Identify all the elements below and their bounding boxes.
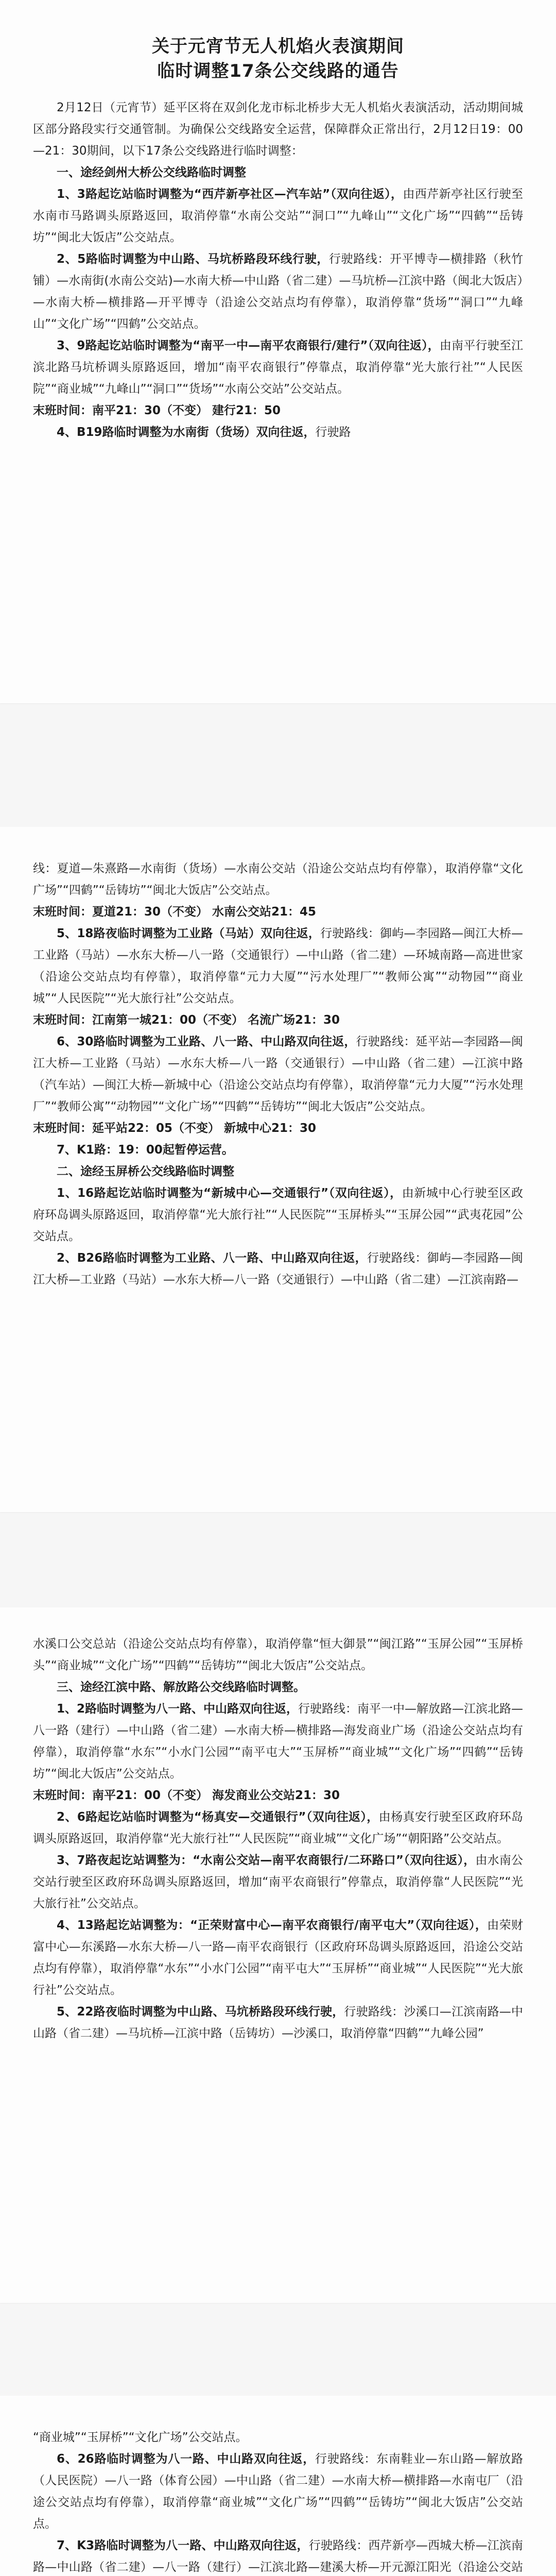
- paragraph-lead: 末班时间：南平21：30（不变） 建行21：50: [33, 404, 281, 417]
- notice-paragraph: [33, 2427, 523, 2448]
- paragraph-lead: 7、K3路临时调整为八一路、中山路双向往返，: [57, 2539, 309, 2552]
- document-page-1: [0, 0, 556, 703]
- paragraph-lead: 末班时间：南平21：00（不变） 海发商业公交站21：30: [33, 1789, 340, 1802]
- document-page-3: [0, 1607, 556, 2303]
- paragraph-lead: 末班时间：夏道21：30（不变） 水南公交站21：45: [33, 905, 317, 919]
- paragraph-text: 由西芹新亭社区行驶至水南市马路调头原路返回，取消停靠“水南公交站”“洞口”“九峰山”“文化广场”“四鹤”“岳铸坊”“闽北大饭店”公交站点。: [33, 188, 523, 244]
- paragraph-lead: 1、3路起讫站临时调整为“西芹新亭社区—汽车站”（双向往返），: [57, 188, 403, 201]
- paragraph-lead: 4、B19路临时调整为水南街（货场）双向往返，: [57, 426, 316, 439]
- section-heading: 三、途经江滨中路、解放路公交线路临时调整。: [57, 1681, 305, 1694]
- notice-paragraph: [33, 183, 523, 248]
- notice-paragraph: [33, 1117, 523, 1139]
- paragraph-text: 行驶路线：御屿—李园路—闽江大桥—工业路（马站）—水东大桥—八一路（交通银行）—中山路（省二建）—环城南路—高进世家（沿途公交站点均有停靠），取消停靠“元力大厦”“污水处理厂”“教师公寓”“动物园”“商业城”“人民医院”“光大旅行社”公交站点。: [33, 927, 524, 1005]
- notice-paragraph: [33, 1139, 523, 1161]
- paragraph-lead: 7、K1路：19：00起暂停运营。: [57, 1143, 234, 1157]
- paragraph-lead: 4、13路起讫站调整为：“正荣财富中心—南平农商银行/南平屯大”（双向往返），: [57, 1919, 488, 1932]
- notice-paragraph: [33, 858, 523, 901]
- notice-paragraph: [33, 400, 523, 421]
- document-page-2: [0, 827, 556, 1512]
- paragraph-lead: 6、26路临时调整为八一路、中山路双向往返，: [57, 2452, 316, 2466]
- paragraph-text: 由杨真安行驶至区政府环岛调头原路返回，取消停靠“光大旅行社”“人民医院”“商业城”“文化广场”“朝阳路”公交站点。: [33, 1810, 524, 1845]
- document-title: [33, 34, 523, 83]
- paragraph-lead: 末班时间：延平站22：05（不变） 新城中心21：30: [33, 1122, 317, 1135]
- notice-paragraph: [33, 1806, 523, 1850]
- notice-paragraph: [33, 248, 523, 335]
- notice-paragraph: [33, 901, 523, 923]
- paragraph-lead: 1、2路临时调整为八一路、中山路双向往返，: [57, 1702, 299, 1716]
- page-4-content: [33, 2427, 523, 2576]
- notice-paragraph: [33, 1914, 523, 2001]
- paragraph-text: 行驶路线：开平博寺—横排路（秋竹铺）—水南街(水南公交站)—水南大桥—中山路（省二建）—马坑桥—江滨中路（闽北大饭店）—水南大桥—横排路—开平博寺（沿途公交站点均有停靠），取消停靠“货场”“洞口”“九峰山”“文化广场”“四鹤”公交站点。: [33, 252, 523, 331]
- paragraph-text: 由荣财富中心—东溪路—水东大桥—八一路—南平农商银行（区政府环岛调头原路返回，沿途公交站点均有停靠），取消停靠“水东”“小水门公园”“南平屯大”“玉屏桥”“商业城”“人民医院”“光大旅行社”公交站点。: [33, 1919, 523, 1997]
- paragraph-text: 行驶路线：西芹新亭—西城大桥—江滨南路—中山路（省二建）—八一路（建行）—江滨北路—建溪大桥—开元源江阳光（沿途公交站: [33, 2539, 523, 2574]
- paragraph-lead: 2、B26路临时调整为工业路、八一路、中山路双向往返，: [57, 1251, 367, 1265]
- notice-paragraph: [33, 1182, 523, 1247]
- paragraph-text: “商业城”“玉屏桥”“文化广场”公交站点。: [33, 2431, 248, 2444]
- paragraph-text: 由新城中心行驶至区政府环岛调头原路返回，取消停靠“光大旅行社”“人民医院”“玉屏桥头”“玉屏公园”“武夷花园”公交站点。: [33, 1187, 524, 1243]
- notice-paragraph: [33, 1633, 523, 1676]
- paragraph-text: 由南平行驶至江滨北路马坑桥调头原路返回，增加“南平农商银行”停靠点，取消停靠“光大旅行社”“人民医院”“商业城”“九峰山”“洞口”“货场”“水南公交站”公交站点。: [33, 339, 523, 396]
- section-heading: 二、途经玉屏桥公交线路临时调整: [57, 1165, 234, 1178]
- title-line-2: 临时调整17条公交线路的通告: [157, 61, 399, 81]
- notice-paragraph: [33, 1031, 523, 1117]
- document-page-4: [0, 2396, 556, 2576]
- paragraph-text: 行驶路线：御屿—李园路—闽江大桥—工业路（马站）—水东大桥—八一路（交通银行）—中山路（省二建）—江滨南路—: [33, 1251, 524, 1286]
- paragraph-text: 由水南公交站行驶至区政府环岛调头原路返回，增加“南平农商银行”停靠点，取消停靠“人民医院”“光大旅行社”公交站点。: [33, 1854, 524, 1910]
- intro-paragraph: 2月12日（元宵节）延平区将在双剑化龙市标北桥步大无人机焰火表演活动，活动期间城区部分路段实行交通管制。为确保公交线路安全运营，保障群众正常出行，2月12日19：00—21：30期间，以下17条公交线路进行临时调整：: [33, 101, 523, 158]
- notice-paragraph: [33, 2001, 523, 2044]
- notice-paragraph: [33, 2535, 523, 2576]
- paragraph-lead: 3、7路夜起讫站调整为：“水南公交站—南平农商银行/二环路口”（双向往返），: [57, 1854, 476, 1867]
- paragraph-text: 行驶路线：沙溪口—江滨南路—中山路（省二建）—马坑桥—江滨中路（岳铸坊）—沙溪口，取消停靠“四鹤”“九峰公园”: [33, 2005, 523, 2040]
- page-1-content: [33, 162, 523, 443]
- page-3-content: [33, 1633, 523, 2044]
- paragraph-lead: 3、9路起讫站临时调整为“南平一中—南平农商银行/建行”（双向往返），: [57, 339, 440, 352]
- paragraph-lead: 5、18路夜临时调整为工业路（马站）双向往返，: [57, 927, 321, 940]
- paragraph-text: 水溪口公交总站（沿途公交站点均有停靠），取消停靠“恒大御景”“闽江路”“玉屏公园”“玉屏桥头”“商业城”“文化广场”“四鹤”“岳铸坊”“闽北大饭店”公交站点。: [33, 1637, 523, 1672]
- paragraph-lead: 5、22路夜临时调整为中山路、马坑桥路段环线行驶，: [57, 2005, 344, 2019]
- paragraph-text: 行驶路: [315, 426, 351, 439]
- paragraph-lead: 6、30路临时调整为工业路、八一路、中山路双向往返，: [57, 1035, 356, 1048]
- section-heading: 一、途经剑州大桥公交线路临时调整: [57, 166, 246, 179]
- paragraph-lead: 末班时间：江南第一城21：00（不变） 名流广场21：30: [33, 1013, 340, 1027]
- paragraph-lead: 2、6路起讫站临时调整为“杨真安—交通银行”（双向往返），: [57, 1810, 379, 1824]
- notice-paragraph: [33, 1698, 523, 1785]
- paragraph-text: 线：夏道—朱熹路—水南街（货场）—水南公交站（沿途公交站点均有停靠），取消停靠“文化广场”“四鹤”“岳铸坊”“闽北大饭店”公交站点。: [33, 862, 523, 897]
- paragraph-lead: 2、5路临时调整为中山路、马坑桥路段环线行驶，: [57, 252, 329, 266]
- notice-paragraph: [33, 421, 523, 443]
- notice-paragraph: [33, 1785, 523, 1806]
- notice-paragraph: [33, 1009, 523, 1031]
- paragraph-text: 行驶路线：延平站—李园路—闽江大桥—工业路（马站）—水东大桥—八一路（交通银行）—中山路（省二建）—江滨中路（汽车站）—闽江大桥—新城中心（沿途公交站点均有停靠），取消停靠“元力大厦”“污水处理厂”“教师公寓”“动物园”“文化广场”“四鹤”“岳铸坊”“闽北大饭店”公交站点。: [33, 1035, 523, 1113]
- notice-paragraph: [33, 923, 523, 1009]
- page-2-content: [33, 858, 523, 1291]
- notice-paragraph: [33, 2448, 523, 2535]
- title-line-1: 关于元宵节无人机焰火表演期间: [152, 36, 404, 57]
- notice-paragraph: [33, 1247, 523, 1291]
- paragraph-text: 行驶路线：南平一中—解放路—江滨北路—八一路（建行）—中山路（省二建）—水南大桥—横排路—海发商业广场（沿途公交站点均有停靠），取消停靠“水东”“小水门公园”“南平屯大”“玉屏桥”“商业城”“文化广场”“四鹤”“岳铸坊”“闽北大饭店”公交站点。: [33, 1702, 524, 1781]
- notice-paragraph: [33, 1850, 523, 1914]
- paragraph-lead: 1、16路起讫站临时调整为“新城中心—交通银行”（双向往返），: [57, 1187, 402, 1200]
- paragraph-text: 行驶路线：东南鞋业—东山路—解放路（人民医院）—八一路（体育公园）—中山路（省二建）—水南大桥—横排路—水南屯厂（沿途公交站点均有停靠），取消停靠“商业城”“文化广场”“四鹤”“岳铸坊”“闽北大饭店”公交站点。: [33, 2452, 523, 2531]
- notice-paragraph: [33, 335, 523, 400]
